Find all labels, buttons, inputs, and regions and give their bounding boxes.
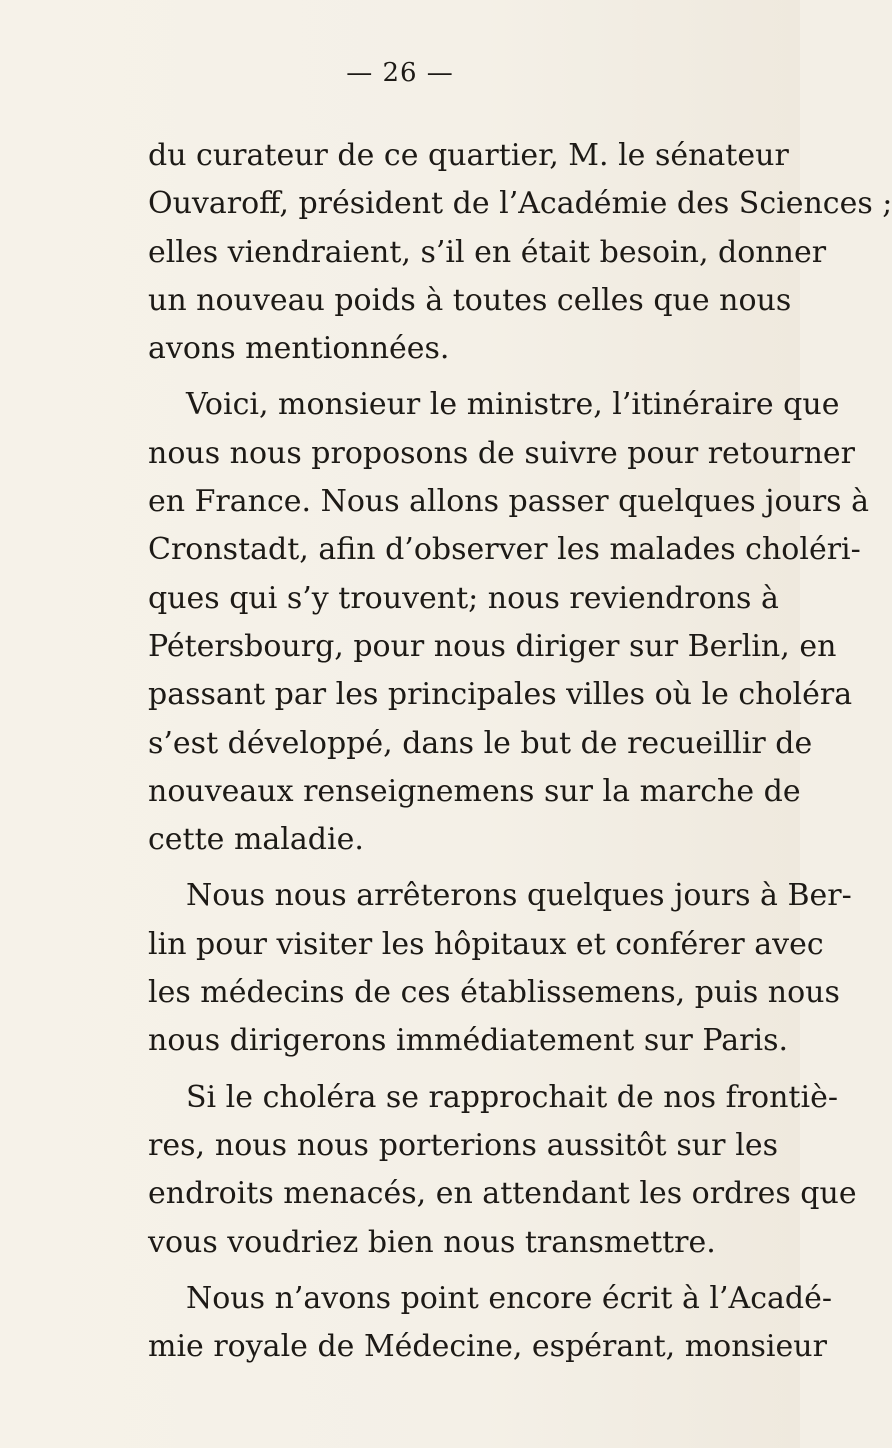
text-line: res, nous nous porterions aussitôt sur les bbox=[148, 1127, 778, 1163]
paragraph-1 bbox=[148, 132, 892, 373]
page-number-header: — 26 — bbox=[346, 58, 454, 88]
text-line: elles viendraient, s’il en était besoin, donner bbox=[148, 234, 827, 270]
text-line: endroits menacés, en attendant les ordres que bbox=[148, 1176, 857, 1212]
text-line: avons mentionnées. bbox=[148, 331, 450, 367]
paragraph-2 bbox=[148, 381, 869, 864]
text-line: Cronstadt, afin d’observer les malades choléri- bbox=[148, 532, 861, 568]
text-line: Ouvaroff, président de l’Académie des Sciences ; bbox=[148, 186, 892, 222]
text-line: un nouveau poids à toutes celles que nous bbox=[148, 282, 792, 318]
text-line: en France. Nous allons passer quelques jours à bbox=[148, 484, 869, 520]
text-line: Voici, monsieur le ministre, l’itinéraire que bbox=[186, 387, 840, 423]
text-line: passant par les principales villes où le choléra bbox=[148, 677, 853, 713]
text-line: ques qui s’y trouvent; nous reviendrons à bbox=[148, 580, 779, 616]
text-line: Si le choléra se rapprochait de nos frontiè- bbox=[186, 1079, 838, 1115]
text-line: cette maladie. bbox=[148, 822, 364, 858]
body-text bbox=[148, 132, 892, 1371]
text-line: vous voudriez bien nous transmettre. bbox=[148, 1224, 716, 1260]
text-line: Nous n’avons point encore écrit à l’Acadé- bbox=[186, 1280, 832, 1316]
text-line: du curateur de ce quartier, M. le sénateur bbox=[148, 138, 789, 173]
text-line: s’est développé, dans le but de recueillir de bbox=[148, 725, 813, 761]
paragraph-4 bbox=[148, 1074, 857, 1267]
paragraph-3 bbox=[148, 872, 852, 1065]
text-line: lin pour visiter les hôpitaux et conférer avec bbox=[148, 926, 824, 962]
text-line: Nous nous arrêterons quelques jours à Ber- bbox=[186, 878, 852, 914]
paragraph-5 bbox=[148, 1275, 832, 1372]
text-line: nous dirigerons immédiatement sur Paris. bbox=[148, 1023, 789, 1059]
text-line: les médecins de ces établissemens, puis nous bbox=[148, 975, 840, 1011]
text-line: Pétersbourg, pour nous diriger sur Berlin, en bbox=[148, 628, 837, 664]
text-line: mie royale de Médecine, espérant, monsieur bbox=[148, 1329, 827, 1365]
text-line: nouveaux renseignemens sur la marche de bbox=[148, 773, 801, 809]
text-line: nous nous proposons de suivre pour retourner bbox=[148, 435, 855, 471]
